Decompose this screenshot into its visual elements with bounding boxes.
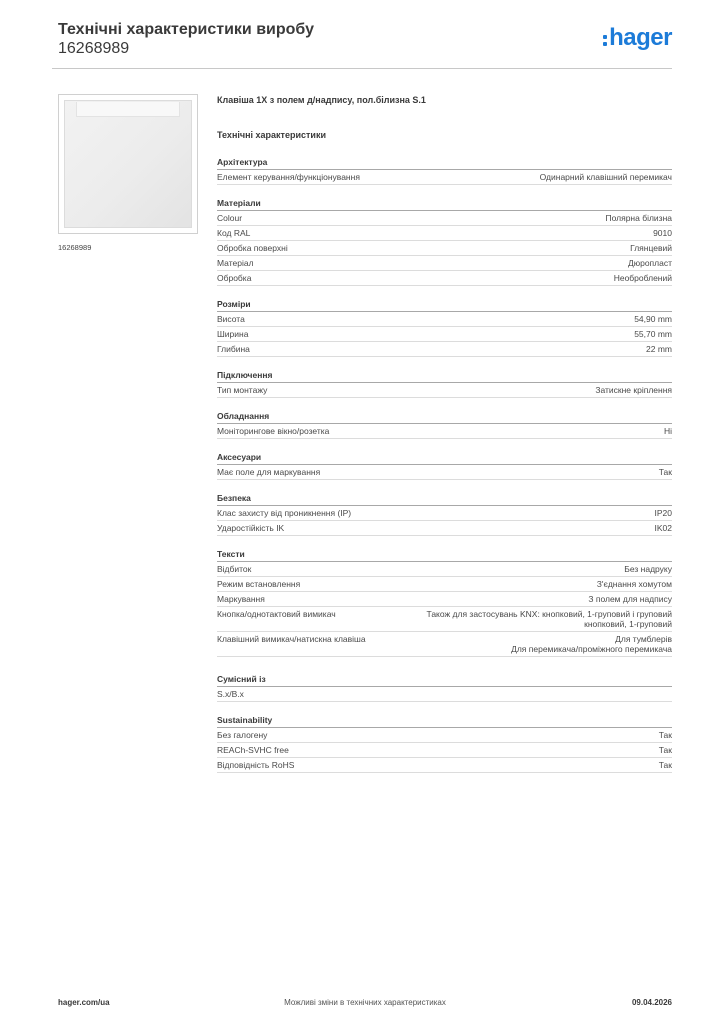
spec-row [217,758,672,773]
spec-row [217,592,672,607]
spec-row [217,506,672,521]
spec-value-line: Ні [663,426,672,436]
spec-value [634,329,672,339]
spec-row [217,211,672,226]
spec-label: Елемент керування/функціонування [217,172,360,182]
spec-label: Обробка поверхні [217,243,288,253]
spec-value-line: IK02 [654,523,672,533]
spec-sections [217,156,672,773]
spec-label: Моніторингове вікно/розетка [217,426,330,436]
spec-label: Ширина [217,329,249,339]
spec-value [655,523,673,533]
spec-row [217,383,672,398]
footer-website: hager.com/ua [58,998,110,1007]
spec-row [217,312,672,327]
spec-row [217,632,672,657]
spec-row [217,577,672,592]
page-title: Технічні характеристики виробу [58,21,314,38]
spec-content [217,93,672,773]
spec-value-line: Також для застосувань KNX: кнопковий, 1-груповий і груповий [426,609,672,619]
spec-value [597,579,672,589]
spec-label: Матеріал [217,258,254,268]
spec-row [217,562,672,577]
logo-text: hager [609,24,672,51]
spec-value-line: Для тумблерів [615,634,672,644]
spec-value-line: З полем для надпису [588,594,672,604]
product-image-caption: 16268989 [58,243,92,252]
section-title: Обладнання [217,410,672,424]
page-header [58,20,672,58]
spec-row [217,521,672,536]
spec-row [217,327,672,342]
spec-value [427,609,672,629]
spec-row [217,271,672,286]
spec-value [624,564,672,574]
spec-label: Глибина [217,344,250,354]
spec-value [664,426,672,436]
logo-dots-icon [603,35,607,46]
spec-section [217,548,672,657]
spec-value-line: Одинарний клавішний перемикач [539,172,672,182]
spec-label: Клас захисту від проникнення (IP) [217,508,352,518]
spec-value [659,730,672,740]
spec-row [217,743,672,758]
spec-row [217,241,672,256]
spec-value [653,228,672,238]
spec-value [628,258,672,268]
spec-section [217,298,672,357]
spec-section [217,451,672,480]
spec-section [217,673,672,702]
spec-value [511,634,672,654]
section-title: Архітектура [217,156,672,170]
spec-label: Обробка [217,273,252,283]
spec-value [595,385,672,395]
spec-value-line: IP20 [654,508,672,518]
spec-value-line: 9010 [653,228,672,238]
hager-logo [603,24,672,52]
product-image [58,94,198,234]
spec-value-line: 55,70 mm [634,329,672,339]
spec-value [659,745,672,755]
section-title: Матеріали [217,197,672,211]
spec-row [217,607,672,632]
spec-label: REACh-SVHC free [217,745,289,755]
spec-value [630,243,672,253]
spec-value-line: кнопковий, 1-груповий [584,619,672,629]
spec-value-line: Так [658,760,672,770]
section-title: Безпека [217,492,672,506]
spec-label: Ударостійкість IK [217,523,285,533]
label-field [76,102,180,117]
spec-label: Має поле для маркування [217,467,321,477]
footer-date: 09.04.2026 [631,998,672,1007]
spec-value-line: Так [658,745,672,755]
spec-label: Код RAL [217,228,251,238]
spec-value-line: Дюропласт [627,258,672,268]
spec-row [217,226,672,241]
section-title: Розміри [217,298,672,312]
spec-value-line: 22 mm [646,344,672,354]
spec-label: Клавішний вимикач/натискна клавіша [217,634,366,644]
spec-label: Тип монтажу [217,385,268,395]
spec-value [605,213,672,223]
spec-value-line: 54,90 mm [634,314,672,324]
spec-value-line: Глянцевий [630,243,672,253]
spec-value [659,467,672,477]
header-divider [52,68,672,69]
section-title: Сумісний із [217,673,672,687]
spec-value-line: Необроблений [613,273,672,283]
spec-label: Кнопка/однотактовий вимикач [217,609,336,619]
spec-heading: Технічні характеристики [217,130,326,140]
section-title: Аксесуари [217,451,672,465]
spec-value [655,508,673,518]
footer-disclaimer: Можливі зміни в технічних характеристиках [284,998,446,1007]
spec-value [646,344,672,354]
spec-value-line: Затискне кріплення [595,385,672,395]
spec-row [217,687,672,702]
spec-label: Режим встановлення [217,579,301,589]
spec-section [217,197,672,286]
spec-section [217,492,672,536]
spec-section [217,369,672,398]
spec-value [634,314,672,324]
spec-value-line: Для перемикача/проміжного перемикача [511,644,672,654]
spec-row [217,465,672,480]
spec-row [217,170,672,185]
spec-label: Colour [217,213,243,223]
spec-value-line: З'єднання хомутом [596,579,672,589]
switch-cover-image [64,100,192,228]
article-number: 16268989 [58,40,130,57]
spec-section [217,156,672,185]
spec-value-line: Так [658,467,672,477]
spec-label: Висота [217,314,245,324]
spec-label: Відповідність RoHS [217,760,295,770]
spec-label: S.x/B.x [217,689,244,699]
spec-value-line: Без надруку [624,564,672,574]
spec-value [614,273,672,283]
spec-label: Маркування [217,594,265,604]
spec-row [217,256,672,271]
section-title: Підключення [217,369,672,383]
product-name: Клавіша 1X з полем д/надпису, пол.білизна S.1 [217,95,426,105]
spec-label: Без галогену [217,730,268,740]
spec-value [659,760,672,770]
section-title: Тексти [217,548,672,562]
spec-row [217,342,672,357]
spec-row [217,424,672,439]
spec-value [588,594,672,604]
spec-section [217,714,672,773]
section-title: Sustainability [217,714,672,728]
spec-row [217,728,672,743]
spec-value [540,172,672,182]
spec-label: Відбиток [217,564,252,574]
spec-value-line: Так [658,730,672,740]
spec-value-line: Полярна білизна [605,213,672,223]
spec-section [217,410,672,439]
